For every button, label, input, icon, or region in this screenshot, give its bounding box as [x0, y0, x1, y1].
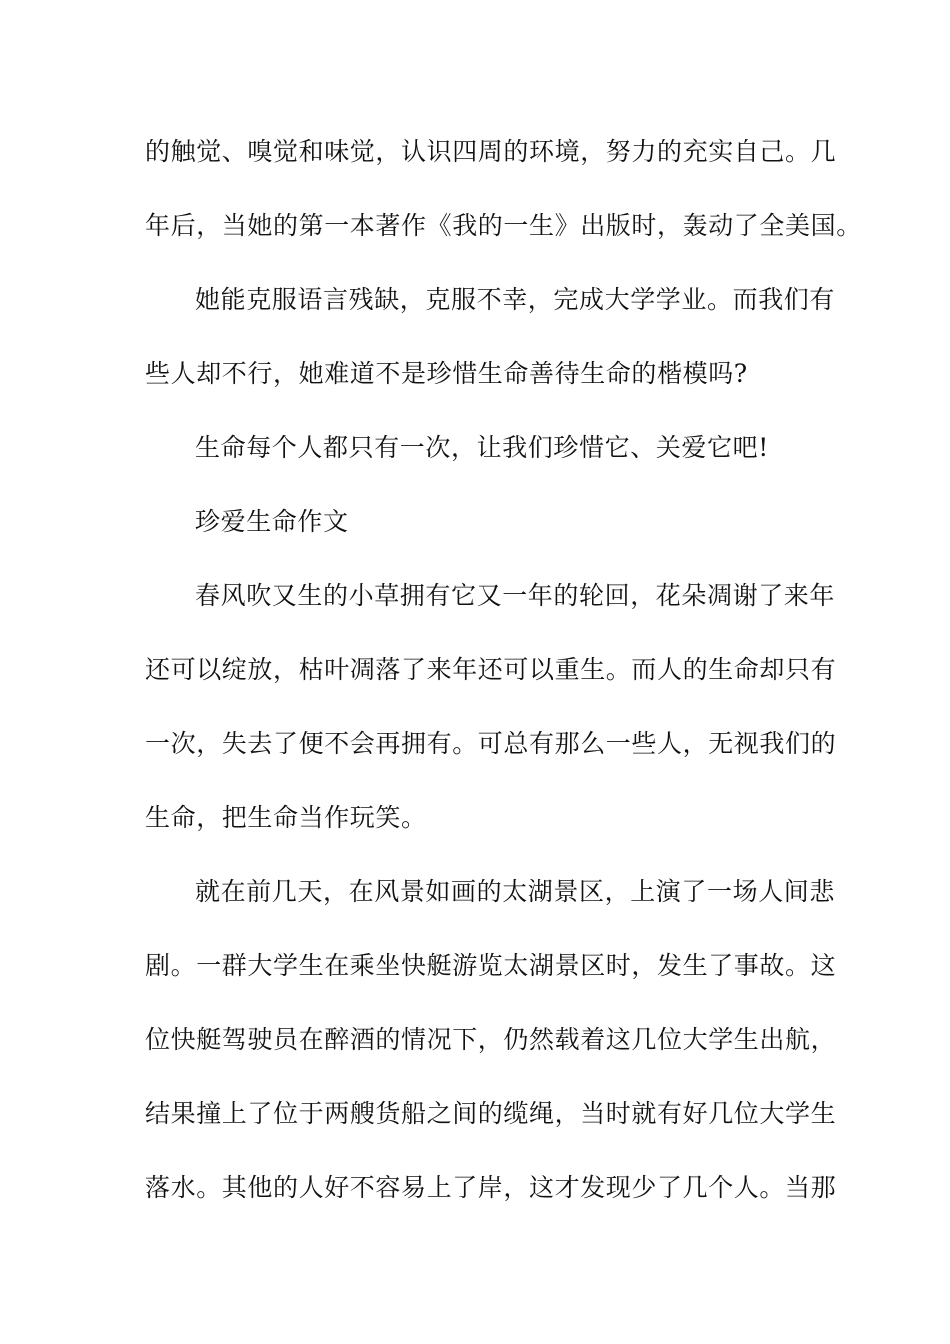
text-line: 一次，失去了便不会再拥有。可总有那么一些人，无视我们的 — [145, 729, 837, 758]
text-line: 剧。一群大学生在乘坐快艇游览太湖景区时，发生了事故。这 — [145, 951, 837, 980]
paragraph-start-line: 就在前几天，在风景如画的太湖景区，上演了一场人间悲 — [195, 877, 836, 906]
document-body — [145, 122, 862, 1232]
text-line: 生命，把生命当作玩笑。 — [145, 803, 427, 832]
paragraph-start-line: 她能克服语言残缺，克服不幸，完成大学学业。而我们有 — [195, 285, 836, 314]
paragraph-start-line: 生命每个人都只有一次，让我们珍惜它、关爱它吧! — [195, 433, 769, 462]
text-line: 位快艇驾驶员在醉酒的情况下，仍然载着这几位大学生出航， — [145, 1025, 837, 1054]
text-line: 落水。其他的人好不容易上了岸，这才发现少了几个人。当那 — [145, 1173, 837, 1202]
section-heading: 珍爱生命作文 — [195, 507, 349, 536]
text-line: 还可以绽放，枯叶凋落了来年还可以重生。而人的生命却只有 — [145, 655, 837, 684]
paragraph-start-line: 春风吹又生的小草拥有它又一年的轮回，花朵凋谢了来年 — [195, 581, 836, 610]
text-line: 的触觉、嗅觉和味觉，认识四周的环境，努力的充实自己。几 — [145, 137, 837, 166]
text-line: 结果撞上了位于两艘货船之间的缆绳，当时就有好几位大学生 — [145, 1099, 837, 1128]
text-line: 些人却不行，她难道不是珍惜生命善待生命的楷模吗? — [145, 359, 748, 388]
text-line: 年后，当她的第一本著作《我的一生》出版时，轰动了全美国。 — [145, 211, 862, 240]
